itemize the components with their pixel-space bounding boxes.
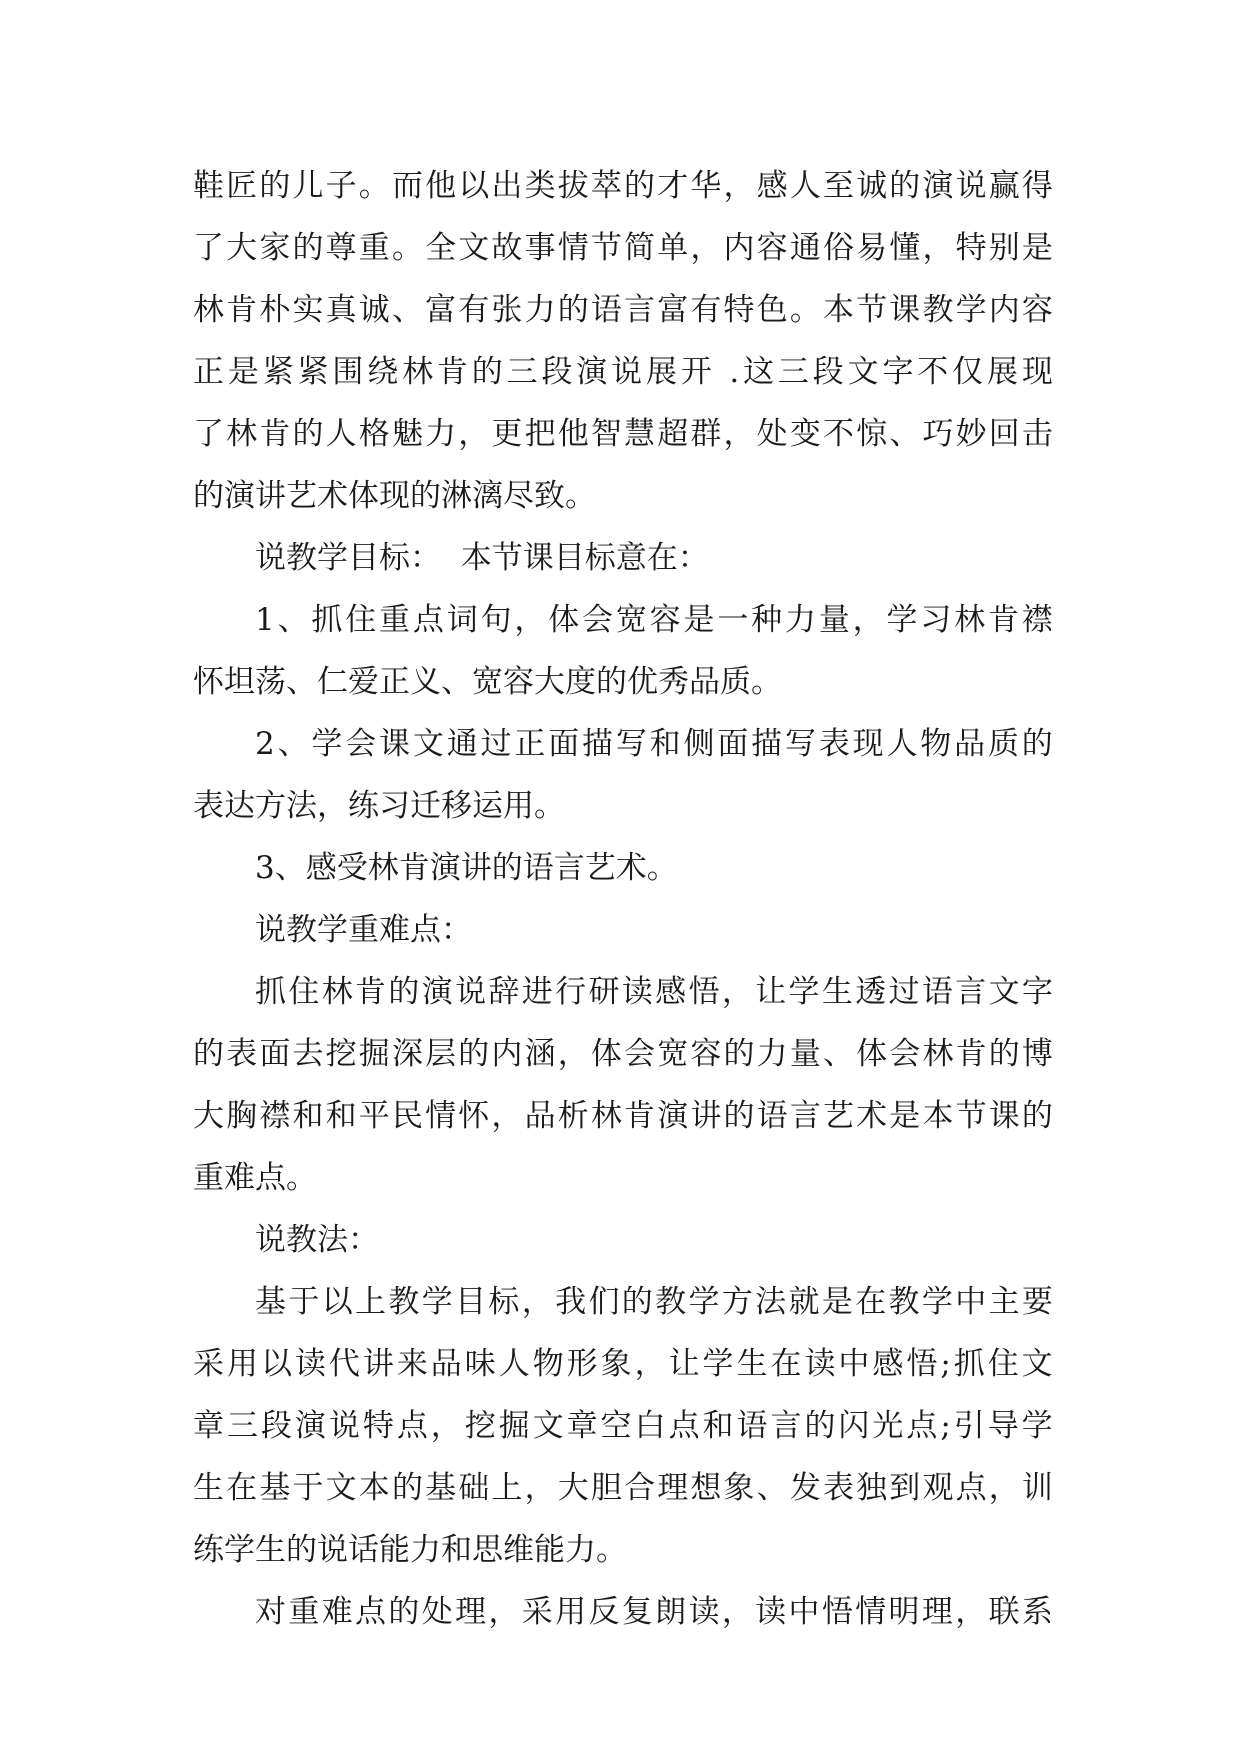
text-line: 生 在 基 于 文 本 的 基 础 上 ， 大 胆 合 理 想 象 、 发 表 独 到 观 点 ， 训 <box>193 1470 1053 1506</box>
text-line: 抓 住 林 肯 的 演 说 辞 进 行 研 读 感 悟 ， 让 学 生 透 过 语 言 文 字 <box>255 974 1053 1010</box>
text-line: 练学生的说话能力和思维能力。 <box>193 1532 627 1568</box>
text-line: 表达方法，练习迁移运用。 <box>193 788 565 824</box>
text-line: 鞋 匠 的 儿 子 。 而 他 以 出 类 拔 萃 的 才 华 ， 感 人 至 诚 的 演 说 赢 得 <box>193 168 1053 204</box>
text-line: 的演讲艺术体现的淋漓尽致。 <box>193 478 596 514</box>
text-line: 说教学重难点： <box>255 912 472 948</box>
text-line: 林 肯 朴 实 真 诚 、 富 有 张 力 的 语 言 富 有 特 色 。 本 节 课 教 学 内 容 <box>193 292 1053 328</box>
text-line: 对 重 难 点 的 处 理 ， 采 用 反 复 朗 读 ， 读 中 悟 情 明 理 ， 联 系 <box>255 1594 1053 1630</box>
text-line: 正 是 紧 紧 围 绕 林 肯 的 三 段 演 说 展 开 . 这 三 段 文 字 不 仅 展 现 <box>193 354 1053 390</box>
text-line: 2 、 学 会 课 文 通 过 正 面 描 写 和 侧 面 描 写 表 现 人 物 品 质 的 <box>255 726 1053 762</box>
text-line: 了 林 肯 的 人 格 魅 力 ， 更 把 他 智 慧 超 群 ， 处 变 不 惊 、 巧 妙 回 击 <box>193 416 1053 452</box>
text-line: 3、感受林肯演讲的语言艺术。 <box>255 850 678 886</box>
text-line: 说教法： <box>255 1222 379 1258</box>
text-line: 了 大 家 的 尊 重 。 全 文 故 事 情 节 简 单 ， 内 容 通 俗 易 懂 ， 特 别 是 <box>193 230 1053 266</box>
text-line: 重难点。 <box>193 1160 317 1196</box>
text-line: 说教学目标： 本节课目标意在： <box>255 540 709 576</box>
document-body <box>193 155 1053 1643</box>
text-line: 章 三 段 演 说 特 点 ， 挖 掘 文 章 空 白 点 和 语 言 的 闪 光 点 ; 引 导 学 <box>193 1408 1053 1444</box>
text-line: 怀坦荡、仁爱正义、宽容大度的优秀品质。 <box>193 664 782 700</box>
text-line: 采 用 以 读 代 讲 来 品 味 人 物 形 象 ， 让 学 生 在 读 中 感 悟 ; 抓 住 文 <box>193 1346 1053 1382</box>
text-line: 基 于 以 上 教 学 目 标 ， 我 们 的 教 学 方 法 就 是 在 教 学 中 主 要 <box>255 1284 1053 1320</box>
text-line: 大 胸 襟 和 和 平 民 情 怀 ， 品 析 林 肯 演 讲 的 语 言 艺 术 是 本 节 课 的 <box>193 1098 1053 1134</box>
text-line: 的 表 面 去 挖 掘 深 层 的 内 涵 ， 体 会 宽 容 的 力 量 、 体 会 林 肯 的 博 <box>193 1036 1053 1072</box>
text-line: 1 、 抓 住 重 点 词 句 ， 体 会 宽 容 是 一 种 力 量 ， 学 习 林 肯 襟 <box>255 602 1053 638</box>
